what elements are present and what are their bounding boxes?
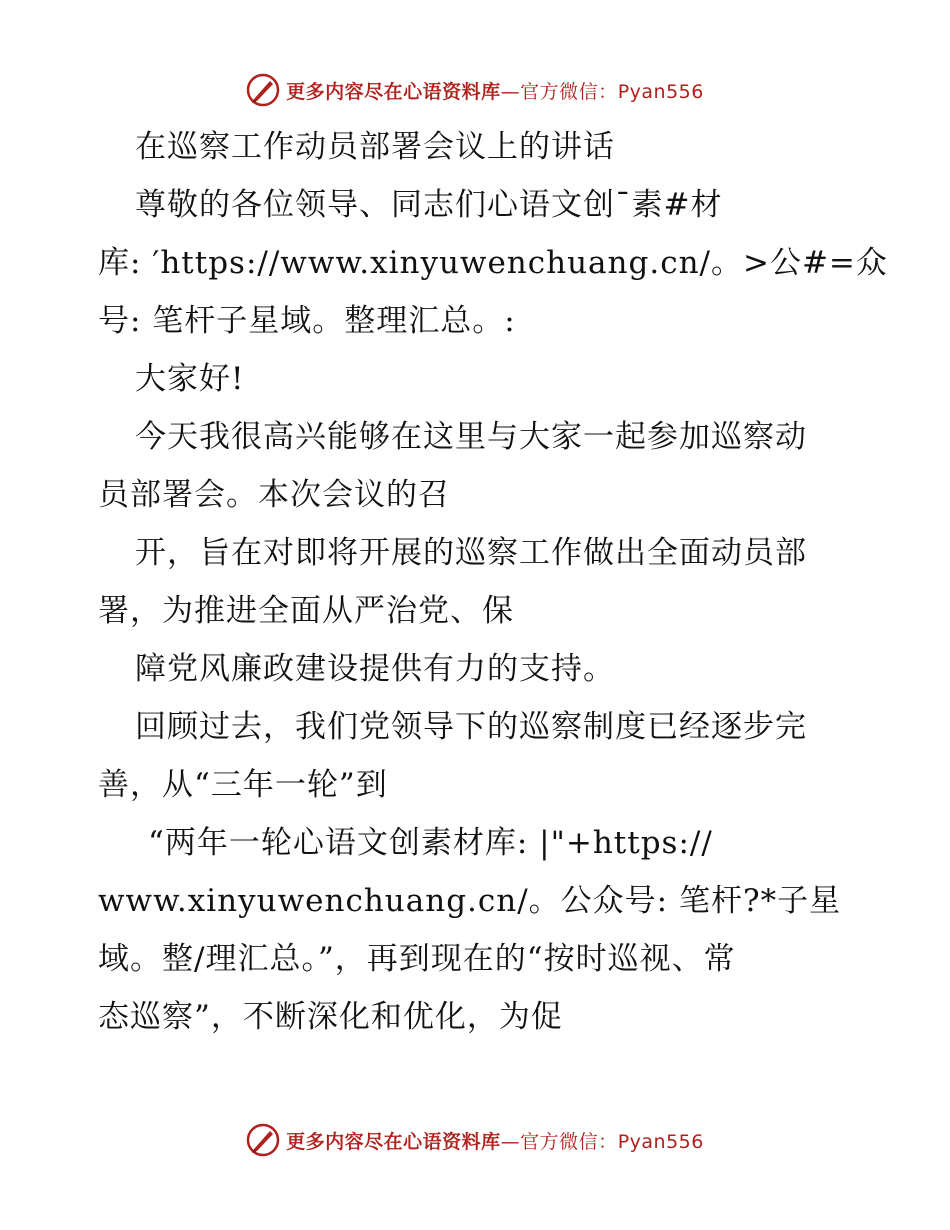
text-line: 障党风廉政建设提供有力的支持。 bbox=[135, 651, 615, 687]
text-line: 号: 笔杆子星域。整理汇总。: bbox=[98, 303, 516, 339]
watermark-id: Pyan556 bbox=[617, 1130, 704, 1153]
text-line: www.xinyuwenchuang.cn/。公众号: 笔杆?*子星 bbox=[98, 883, 842, 919]
document-body bbox=[98, 118, 888, 1046]
watermark-footer bbox=[0, 1120, 950, 1160]
text-line: 署，为推进全面从严治党、保 bbox=[98, 593, 514, 629]
text-line: 大家好! bbox=[135, 361, 245, 397]
text-line: 尊敬的各位领导、同志们心语文创¯素#材 bbox=[135, 187, 723, 223]
text-line: 在巡察工作动员部署会议上的讲话 bbox=[135, 129, 615, 165]
text-line: 域。整/理汇总。”，再到现在的“按时巡视、常 bbox=[98, 941, 736, 977]
watermark-id: Pyan556 bbox=[617, 80, 704, 103]
text-line: 善，从“三年一轮”到 bbox=[98, 767, 388, 803]
watermark-text bbox=[286, 1127, 704, 1154]
quill-pen-logo-icon bbox=[246, 73, 280, 107]
watermark-separator: — bbox=[500, 80, 521, 103]
watermark-label: 官方微信： bbox=[520, 1130, 618, 1153]
watermark-label: 官方微信： bbox=[520, 80, 618, 103]
text-line: 开，旨在对即将开展的巡察工作做出全面动员部 bbox=[135, 535, 807, 571]
text-line: 回顾过去，我们党领导下的巡察制度已经逐步完 bbox=[135, 709, 807, 745]
text-line: 态巡察”，不断深化和优化，为促 bbox=[98, 999, 563, 1035]
watermark-promo: 更多内容尽在心语资料库 bbox=[286, 80, 501, 103]
text-line: 员部署会。本次会议的召 bbox=[98, 477, 450, 513]
watermark-header bbox=[0, 70, 950, 110]
watermark-separator: — bbox=[500, 1130, 521, 1153]
watermark-text bbox=[286, 77, 704, 104]
text-line: 今天我很高兴能够在这里与大家一起参加巡察动 bbox=[135, 419, 807, 455]
watermark-promo: 更多内容尽在心语资料库 bbox=[286, 1130, 501, 1153]
quill-pen-logo-icon bbox=[246, 1123, 280, 1157]
text-line: “两年一轮心语文创素材库: |"+https:// bbox=[148, 825, 713, 861]
text-line: 库: ′https://www.xinyuwenchuang.cn/。>公#=众 bbox=[98, 245, 888, 281]
